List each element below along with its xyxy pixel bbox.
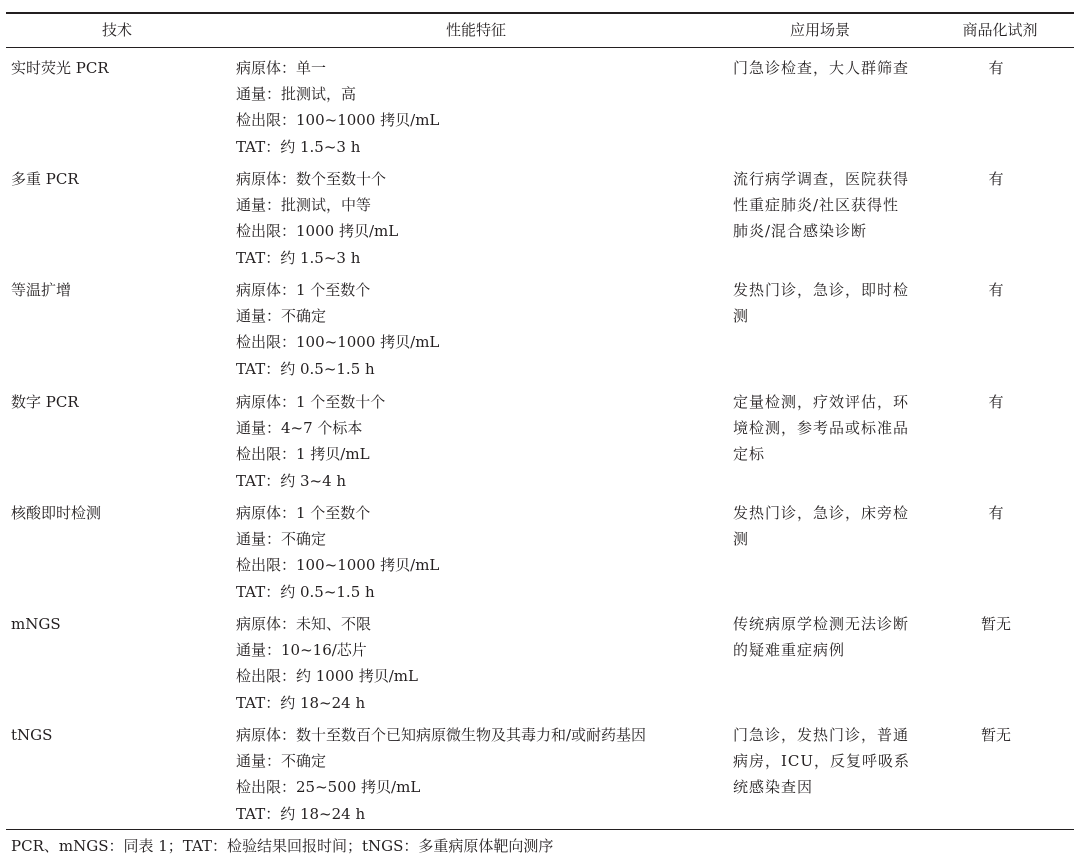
technology-cell: mNGS bbox=[11, 615, 61, 633]
commercial-kit-cell: 有 bbox=[988, 59, 1004, 77]
application-cell: 发热门诊，急诊，即时检测 bbox=[733, 281, 910, 326]
tat-line: TAT：约 18~24 h bbox=[236, 693, 366, 712]
performance-cell bbox=[236, 166, 716, 271]
throughput-line: 通量：10~16/芯片 bbox=[236, 641, 367, 660]
detection-limit-line: 检出限：100~1000 拷贝/mL bbox=[236, 111, 440, 130]
commercial-kit-cell: 暂无 bbox=[980, 726, 1011, 744]
technology-cell: 实时荧光 PCR bbox=[11, 59, 109, 77]
header-commercial-kit: 商品化试剂 bbox=[962, 21, 1038, 39]
commercial-kit-cell: 有 bbox=[988, 170, 1004, 188]
commercial-kit-cell: 有 bbox=[988, 393, 1004, 411]
table-header-rule bbox=[6, 47, 1074, 48]
pathogen-line: 病原体：1 个至数十个 bbox=[236, 393, 386, 411]
detection-limit-line: 检出限：1 拷贝/mL bbox=[236, 445, 370, 464]
pathogen-line: 病原体：未知、不限 bbox=[236, 615, 372, 633]
pathogen-line: 病原体：1 个至数个 bbox=[236, 281, 371, 299]
technology-cell: tNGS bbox=[11, 726, 53, 744]
performance-cell bbox=[236, 389, 716, 494]
detection-limit-line: 检出限：约 1000 拷贝/mL bbox=[236, 667, 418, 686]
tat-line: TAT：约 18~24 h bbox=[236, 804, 366, 823]
throughput-line: 通量：批测试，高 bbox=[236, 85, 357, 104]
application-cell: 门急诊，发热门诊，普通病房，ICU，反复呼吸系统感染查因 bbox=[733, 726, 911, 797]
table-top-rule bbox=[6, 12, 1074, 14]
performance-cell bbox=[236, 722, 716, 827]
pathogen-line: 病原体：1 个至数个 bbox=[236, 504, 371, 522]
detection-limit-line: 检出限：100~1000 拷贝/mL bbox=[236, 333, 440, 352]
throughput-line: 通量：4~7 个标本 bbox=[236, 419, 363, 438]
commercial-kit-cell: 有 bbox=[988, 504, 1004, 522]
table-bottom-rule bbox=[6, 829, 1074, 830]
commercial-kit-cell: 有 bbox=[988, 281, 1004, 299]
technology-cell: 等温扩增 bbox=[11, 281, 72, 299]
performance-cell bbox=[236, 277, 716, 382]
technology-cell: 数字 PCR bbox=[11, 393, 79, 411]
throughput-line: 通量：不确定 bbox=[236, 752, 327, 771]
performance-cell bbox=[236, 611, 716, 716]
tat-line: TAT：约 0.5~1.5 h bbox=[236, 359, 375, 378]
tat-line: TAT：约 1.5~3 h bbox=[236, 248, 361, 267]
tat-line: TAT：约 1.5~3 h bbox=[236, 137, 361, 156]
throughput-line: 通量：不确定 bbox=[236, 307, 327, 326]
pathogen-line: 病原体：单一 bbox=[236, 59, 327, 77]
header-technology: 技术 bbox=[101, 21, 132, 39]
application-cell: 门急诊检查，大人群筛查 bbox=[733, 59, 910, 77]
throughput-line: 通量：批测试，中等 bbox=[236, 196, 372, 215]
tat-line: TAT：约 0.5~1.5 h bbox=[236, 582, 375, 601]
performance-cell bbox=[236, 500, 716, 605]
table-footnote: PCR、mNGS：同表 1；TAT：检验结果回报时间；tNGS：多重病原体靶向测序 bbox=[11, 837, 554, 855]
application-cell: 流行病学调查，医院获得性重症肺炎/社区获得性肺炎/混合感染诊断 bbox=[733, 170, 910, 241]
application-cell: 传统病原学检测无法诊断的疑难重症病例 bbox=[733, 615, 910, 660]
header-performance: 性能特征 bbox=[445, 21, 506, 39]
pathogen-line: 病原体：数个至数十个 bbox=[236, 170, 387, 188]
pathogen-line: 病原体：数十至数百个已知病原微生物及其毒力和/或耐药基因 bbox=[236, 726, 647, 744]
application-cell: 发热门诊，急诊，床旁检测 bbox=[733, 504, 910, 549]
performance-cell bbox=[236, 55, 716, 160]
commercial-kit-cell: 暂无 bbox=[980, 615, 1011, 633]
detection-limit-line: 检出限：1000 拷贝/mL bbox=[236, 222, 399, 241]
application-cell: 定量检测，疗效评估，环境检测，参考品或标准品定标 bbox=[733, 393, 910, 464]
throughput-line: 通量：不确定 bbox=[236, 530, 327, 549]
header-application: 应用场景 bbox=[789, 21, 850, 39]
tat-line: TAT：约 3~4 h bbox=[236, 471, 347, 490]
technology-cell: 多重 PCR bbox=[11, 170, 79, 188]
detection-limit-line: 检出限：25~500 拷贝/mL bbox=[236, 778, 421, 797]
technology-cell: 核酸即时检测 bbox=[11, 504, 102, 522]
detection-limit-line: 检出限：100~1000 拷贝/mL bbox=[236, 556, 440, 575]
